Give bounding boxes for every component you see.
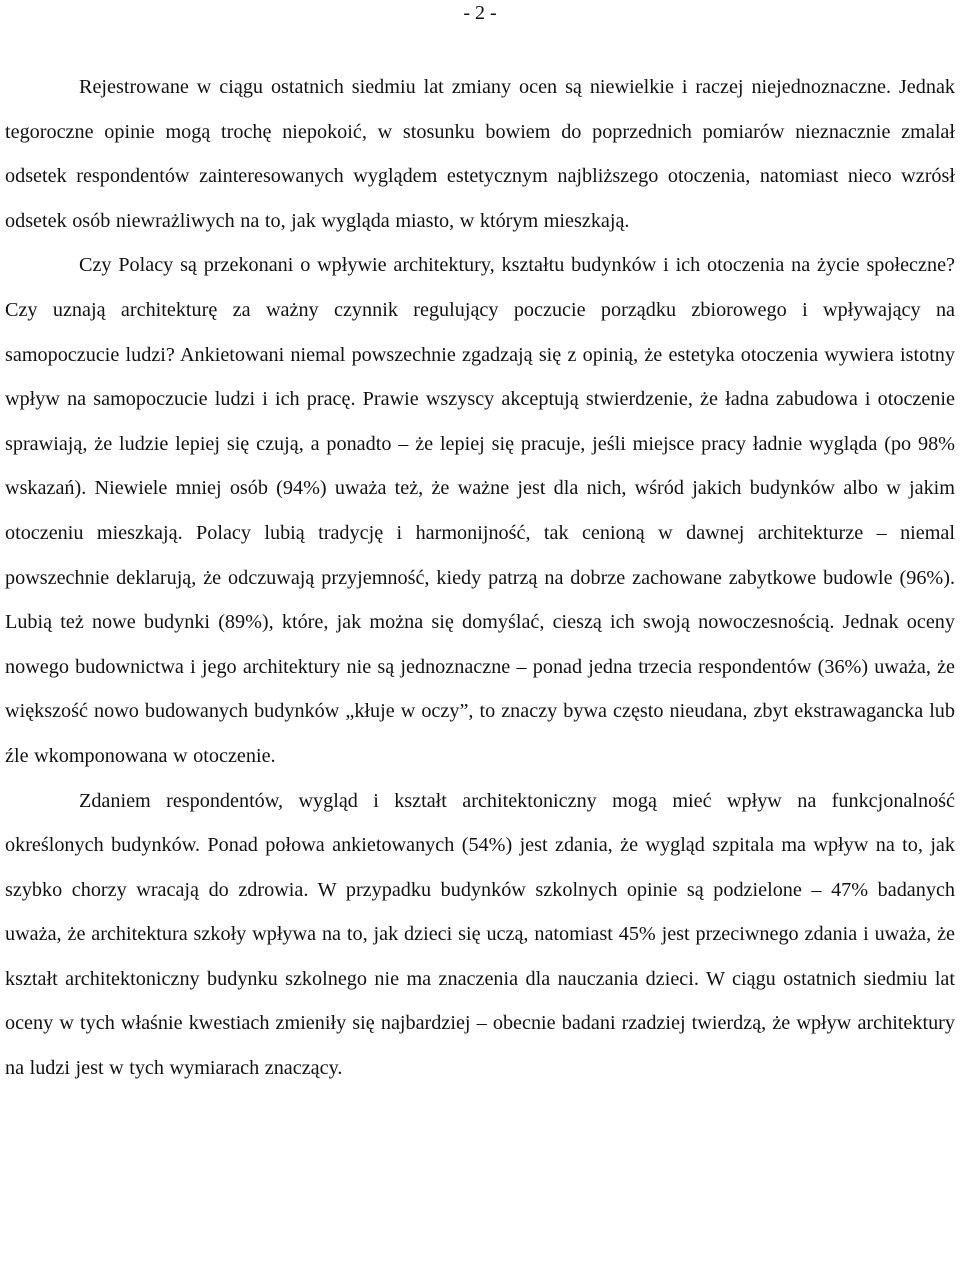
page-number: - 2 - bbox=[463, 2, 497, 24]
paragraph-2: Czy Polacy są przekonani o wpływie architektury, kształtu budynków i ich otoczenia na życie społeczne? Czy uznają architekturę za ważny czynnik regulujący poczucie porządku zbiorowego i wpływający na samopoczucie ludzi? Ankietowani niemal powszechnie zgadzają się z opinią, że estetyka otoczenia wywiera istotny wpływ na samopoczucie ludzi i ich pracę. Prawie wszyscy akceptują stwierdzenie, że ładna zabudowa i otoczenie sprawiają, że ludzie lepiej się czują, a ponadto – że lepiej się pracuje, jeśli miejsce pracy ładnie wygląda (po 98% wskazań). Niewiele mniej osób (94%) uważa też, że ważne jest dla nich, wśród jakich budynków albo w jakim otoczeniu mieszkają. Polacy lubią tradycję i harmonijność, tak cenioną w dawnej architekturze – niemal powszechnie deklarują, że odczuwają przyjemność, kiedy patrzą na dobrze zachowane zabytkowe budowle (96%). Lubią też nowe budynki (89%), które, jak można się domyślać, cieszą ich swoją nowoczesnością. Jednak oceny nowego budownictwa i jego architektury nie są jednoznaczne – ponad jedna trzecia respondentów (36%) uważa, że większość nowo budowanych budynków „kłuje w oczy”, to znaczy bywa często nieudana, zbyt ekstrawagancka lub źle wkomponowana w otoczenie. bbox=[5, 254, 955, 767]
paragraph-1: Rejestrowane w ciągu ostatnich siedmiu lat zmiany ocen są niewielkie i raczej niejednoznaczne. Jednak tegoroczne opinie mogą trochę niepokoić, w stosunku bowiem do poprzednich pomiarów nieznacznie zmalał odsetek respondentów zainteresowanych wyglądem estetycznym najbliższego otoczenia, natomiast nieco wzrósł odsetek osób niewrażliwych na to, jak wygląda miasto, w którym mieszkają. bbox=[5, 76, 955, 232]
document-body bbox=[5, 65, 955, 1091]
paragraph-3: Zdaniem respondentów, wygląd i kształt architektoniczny mogą mieć wpływ na funkcjonalność określonych budynków. Ponad połowa ankietowanych (54%) jest zdania, że wygląd szpitala ma wpływ na to, jak szybko chorzy wracają do zdrowia. W przypadku budynków szkolnych opinie są podzielone – 47% badanych uważa, że architektura szkoły wpływa na to, jak dzieci się uczą, natomiast 45% jest przeciwnego zdania i uważa, że kształt architektoniczny budynku szkolnego nie ma znaczenia dla nauczania dzieci. W ciągu ostatnich siedmiu lat oceny w tych właśnie kwestiach zmieniły się najbardziej – obecnie badani rzadziej twierdzą, że wpływ architektury na ludzi jest w tych wymiarach znaczący. bbox=[5, 789, 955, 1080]
